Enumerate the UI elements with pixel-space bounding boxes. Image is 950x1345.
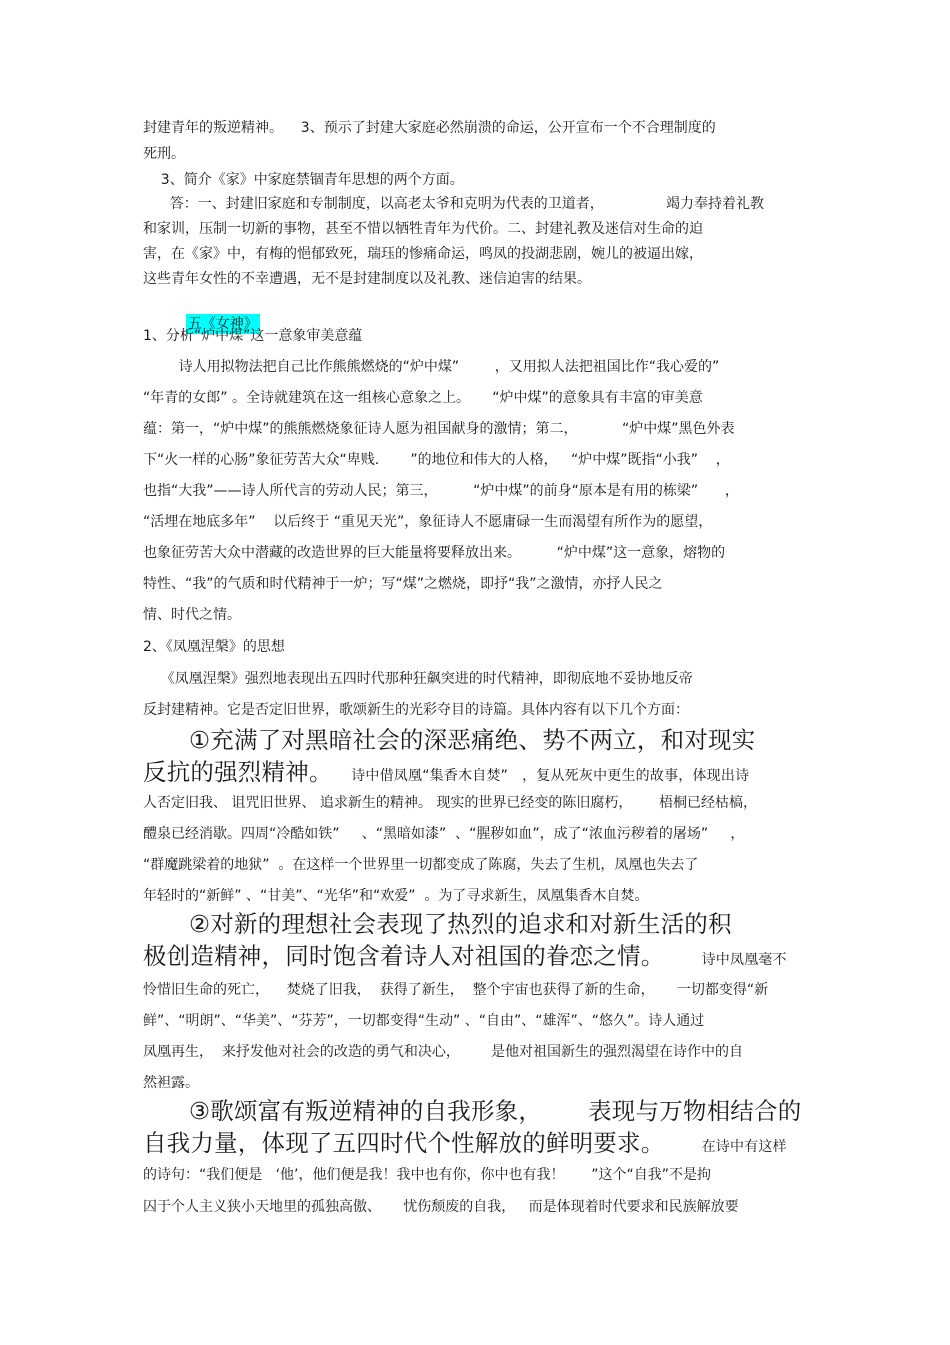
text-line: 害，在《家》中，有梅的悒郁致死，瑞珏的惨痛命运，鸣凤的投湖悲剧，婉儿的被逼出嫁， <box>143 246 703 262</box>
text-line: “年青的女郎” 。全诗就建筑在这一组核心意象之上。 “炉中煤”的意象具有丰富的审美意 <box>143 390 703 406</box>
point-3-heading-tail: 自我力量，体现了五四时代个性解放的鲜明要求。 <box>143 1129 665 1157</box>
point-3-heading: ③歌颂富有叛逆精神的自我形象， 表现与万物相结合的 <box>143 1097 802 1125</box>
point-2-heading-cont <box>143 940 787 976</box>
text-line: 答：一、封建旧家庭和专制制度，以高老太爷和克明为代表的卫道者， 竭力奉持着礼教 <box>143 196 765 212</box>
point-2-body-start: 诗中凤凰毫不 <box>664 952 787 968</box>
point-3-body-start: 在诗中有这样 <box>664 1139 787 1155</box>
point-3-heading-cont <box>143 1127 787 1163</box>
text-line: 也指“大我”——诗人所代言的劳动人民；第三， “炉中煤”的前身“原本是有用的栋梁” ， <box>143 483 739 499</box>
text-line: 怜惜旧生命的死亡， 焚烧了旧我， 获得了新生， 整个宇宙也获得了新的生命， 一切都变得“新 <box>143 982 769 998</box>
text-line: 鲜”、“明朗”、“华美”、“芬芳”，一切都变得“生动” 、“自由”、“雄浑”、“悠久”。诗人通过 <box>143 1013 705 1029</box>
text-line: 年轻时的“新鲜” 、“甘美”、“光华”和“欢爱” 。为了寻求新生，凤凰集香木自焚。 <box>143 888 649 904</box>
text-line: 凤凰再生， 来抒发他对社会的改造的勇气和决心， 是他对祖国新生的强烈渴望在诗作中的自 <box>143 1044 744 1060</box>
text-line: 这些青年女性的不幸遭遇，无不是封建制度以及礼教、迷信迫害的结果。 <box>143 271 591 287</box>
text-line: 3、简介《家》中家庭禁锢青年思想的两个方面。 <box>143 172 464 188</box>
text-line: 和家训，压制一切新的事物，甚至不惜以牺牲青年为代价。二、封建礼教及迷信对生命的迫 <box>143 221 703 237</box>
text-line: 醴泉已经消歇。四周“冷酷如铁” 、“黑暗如漆” 、“腥秽如血”，成了“浓血污秽着的屠场” ， <box>143 826 745 842</box>
text-line: “活埋在地底多年” 以后终于 “重见天光”，象征诗人不愿庸碌一生而渴望有所作为的愿望， <box>143 514 713 530</box>
text-line: 封建青年的叛逆精神。 3、预示了封建大家庭必然崩溃的命运，公开宣布一个不合理制度的 <box>143 120 716 136</box>
highlighted-heading: 五《女神》 <box>187 316 258 332</box>
text-line: 也象征劳苦大众中潜藏的改造世界的巨大能量将要释放出来。 “炉中煤”这一意象，熔物的 <box>143 545 726 561</box>
text-line: 下“火一样的心肠”象征劳苦大众“卑贱. ”的地位和伟大的人格， “炉中煤”既指“小我” ， <box>143 452 730 468</box>
point-1-heading-cont <box>143 756 749 792</box>
text-line: 1、分析“炉中煤”这一意象审美意蕴 <box>143 328 363 344</box>
text-line: 诗人用拟物法把自己比作熊熊燃烧的“炉中煤” ，又用拟人法把祖国比作“我心爱的” <box>143 359 720 375</box>
text-line: 2、《凤凰涅槃》的思想 <box>143 639 285 655</box>
point-1-heading: ①充满了对黑暗社会的深恶痛绝、势不两立，和对现实 <box>143 726 756 754</box>
point-2-heading-tail: 极创造精神，同时饱含着诗人对祖国的眷恋之情。 <box>143 942 665 970</box>
text-line: 《凤凰涅槃》强烈地表现出五四时代那种狂飙突进的时代精神，即彻底地不妥协地反帝 <box>143 671 693 687</box>
text-line: 蕴：第一，“炉中煤”的熊熊燃烧象征诗人愿为祖国献身的激情；第二， “炉中煤”黑色外表 <box>143 421 735 437</box>
text-line: 人否定旧我、 诅咒旧世界、 追求新生的精神。 现实的世界已经变的陈旧腐朽， 梧桐已经枯槁， <box>143 795 758 811</box>
text-line: 情、时代之情。 <box>143 607 241 623</box>
point-1-body-start: 诗中借凤凰“集香木自焚” ，复从死灰中更生的故事，体现出诗 <box>332 768 750 784</box>
text-line: 囚于个人主义狭小天地里的孤独高傲、 忧伤颓废的自我， 而是体现着时代要求和民族解放要 <box>143 1199 739 1215</box>
point-1-heading-tail: 反抗的强烈精神。 <box>143 758 333 786</box>
text-line: 死刑。 <box>143 146 185 162</box>
text-line: 然袒露。 <box>143 1075 199 1091</box>
text-line: “群魔跳梁着的地狱” 。在这样一个世界里一切都变成了陈腐，失去了生机，凤凰也失去了 <box>143 857 699 873</box>
point-2-heading: ②对新的理想社会表现了热烈的追求和对新生活的积 <box>143 910 732 938</box>
text-line: 反封建精神。它是否定旧世界，歌颂新生的光彩夺目的诗篇。具体内容有以下几个方面： <box>143 702 689 718</box>
text-line: 特性、“我”的气质和时代精神于一炉；写“煤”之燃烧，即抒“我”之激情，亦抒人民之 <box>143 576 663 592</box>
text-line: 的诗句：“我们便是 ‘他’，他们便是我！我中也有你，你中也有我！ ”这个“自我”不是拘 <box>143 1167 711 1183</box>
